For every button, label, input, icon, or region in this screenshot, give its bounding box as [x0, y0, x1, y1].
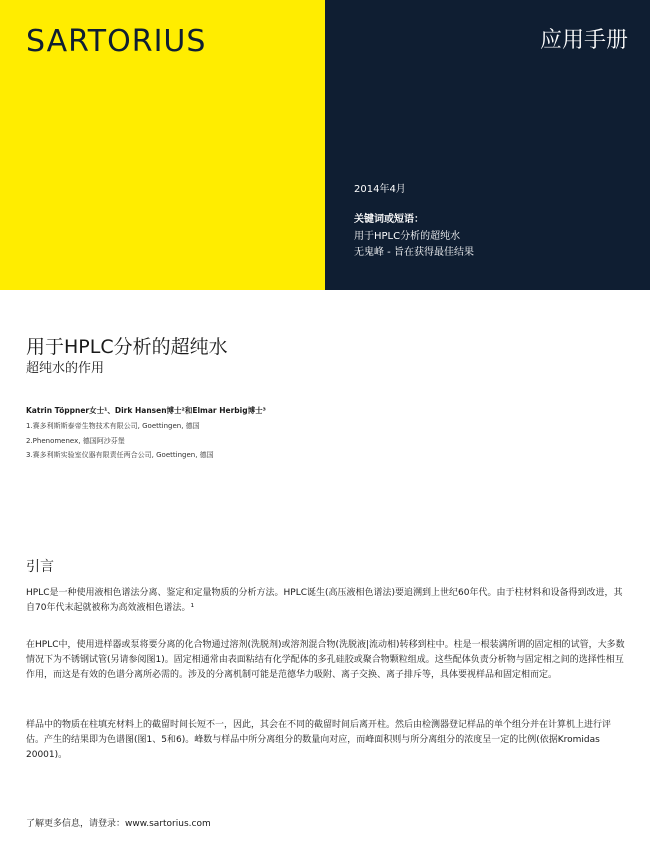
publication-date: 2014年4月	[354, 184, 406, 195]
keyword-item: 用于HPLC分析的超纯水	[354, 231, 461, 242]
article-title: 用于HPLC分析的超纯水	[26, 336, 228, 358]
body-paragraph: 在HPLC中，使用进样器或泵将要分离的化合物通过溶剂(洗脱剂)或溶剂混合物(洗脱液|流动相)转移到柱中。柱是一根装满所谓的固定相的试管，大多数情况下为不锈钢试管(另请参阅图1)。固定相通常由表面粘结有化学配体的多孔硅胶或聚合物颗粒组成。这些配体负责分析物与固定相之间的选择性相互作用，而这是有效的色谱分离所必需的。涉及的分离机制可能是范德华力吸附、离子交换、离子排斥等，具体要视样品和固定相而定。	[26, 640, 625, 680]
header-banner	[0, 0, 650, 290]
footer-link-text[interactable]: 了解更多信息，请登录：www.sartorius.com	[26, 819, 211, 829]
sartorius-logo: SARTORIUS	[26, 24, 207, 59]
keyword-item: 无鬼峰 - 旨在获得最佳结果	[354, 247, 474, 258]
affiliation: 1.赛多利斯斯泰帝生物技术有限公司, Goettingen, 德国	[26, 422, 200, 430]
doc-type-label: 应用手册	[539, 28, 628, 53]
section-heading: 引言	[26, 559, 54, 575]
body-paragraph: 样品中的物质在柱填充材料上的截留时间长短不一，因此，其会在不同的截留时间后离开柱。然后由检测器登记样品的单个组分并在计算机上进行评估。产生的结果即为色谱图(图1、5和6)。峰数与样品中所分离组分的数量向对应，而峰面积则与所分离组分的浓度呈一定的比例(依据Kromidas 20001)。	[26, 720, 612, 760]
article-subtitle: 超纯水的作用	[26, 361, 105, 376]
yellow-panel	[0, 0, 325, 290]
affiliation: 2.Phenomenex, 德国阿沙芬堡	[26, 437, 125, 445]
keywords-label: 关键词或短语：	[354, 214, 424, 225]
affiliation: 3.赛多利斯实验室仪器有限责任两合公司, Goettingen, 德国	[26, 451, 214, 459]
body-paragraph: HPLC是一种使用液相色谱法分离、鉴定和定量物质的分析方法。HPLC诞生(高压液相色谱法)要追溯到上世纪60年代。由于柱材料和设备得到改进，其自70年代末起就被称为高效液相色谱法。¹	[26, 588, 623, 613]
author-list: Katrin Töppner女士¹、Dirk Hansen博士²和Elmar Herbig博士³	[26, 406, 266, 415]
